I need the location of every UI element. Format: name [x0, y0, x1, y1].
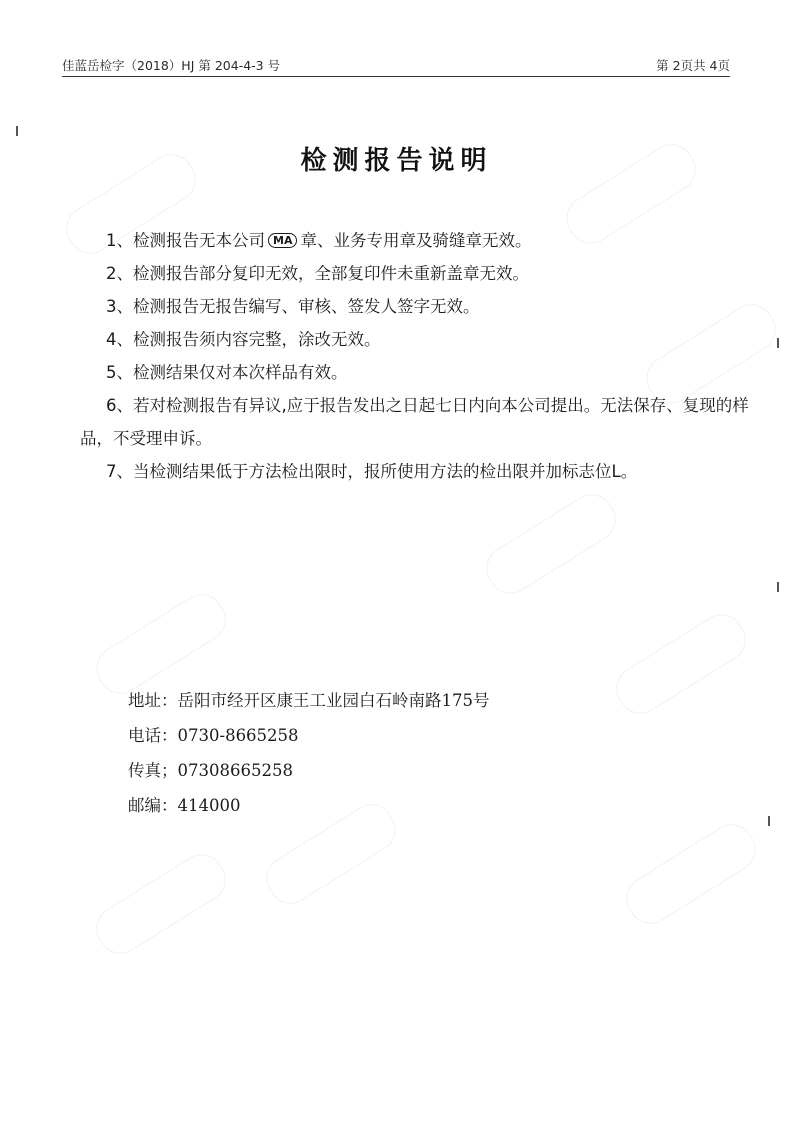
phone-line: 电话：0730-8665258 — [128, 726, 299, 745]
list-item — [80, 356, 760, 389]
fax-line: 传真；07308665258 — [128, 761, 293, 780]
item-number: 3、 — [106, 297, 133, 316]
list-item — [80, 257, 760, 290]
item-text: 当检测结果低于方法检出限时，报所使用方法的检出限并加标志位L。 — [133, 462, 638, 481]
item-number: 7、 — [106, 462, 133, 481]
page-title: 检测报告说明 — [300, 146, 493, 176]
address-line: 地址：岳阳市经开区康王工业园白石岭南路175号 — [128, 691, 490, 710]
postcode-line: 邮编：414000 — [128, 796, 241, 815]
document-number: 佳蓝岳检字（2018）HJ 第 204-4-3 号 — [62, 58, 281, 73]
watermark-seal — [88, 846, 234, 962]
margin-mark — [777, 338, 779, 348]
item-number: 2、 — [106, 264, 133, 283]
item-number: 6、 — [106, 396, 133, 415]
item-text: 检测报告部分复印无效，全部复印件未重新盖章无效。 — [133, 264, 529, 283]
watermark-seal — [478, 486, 624, 602]
item-text: 检测报告无本公司 — [133, 231, 265, 250]
list-item — [80, 455, 760, 488]
page-header — [62, 52, 730, 77]
list-item — [80, 290, 760, 323]
item-text: 检测报告须内容完整，涂改无效。 — [133, 330, 381, 349]
item-number: 1、 — [106, 231, 133, 250]
margin-mark — [768, 816, 770, 826]
item-number: 5、 — [106, 363, 133, 382]
watermark-seal — [618, 816, 764, 932]
contact-block — [128, 683, 688, 823]
list-item — [80, 389, 750, 455]
margin-mark — [777, 582, 779, 592]
item-text: 检测报告无报告编写、审核、签发人签字无效。 — [133, 297, 480, 316]
notes-list — [80, 224, 760, 488]
item-text: 检测结果仅对本次样品有效。 — [133, 363, 348, 382]
margin-mark — [16, 126, 18, 136]
page-indicator: 第 2页共 4页 — [656, 58, 730, 73]
item-number: 4、 — [106, 330, 133, 349]
cma-stamp-icon: MA — [268, 233, 297, 248]
item-text: 章、业务专用章及骑缝章无效。 — [300, 231, 532, 250]
item-text: 若对检测报告有异议,应于报告发出之日起七日内向本公司提出。无法保存、复现的样品，不受理申诉。 — [80, 396, 749, 448]
list-item — [80, 323, 760, 356]
list-item — [80, 224, 760, 257]
